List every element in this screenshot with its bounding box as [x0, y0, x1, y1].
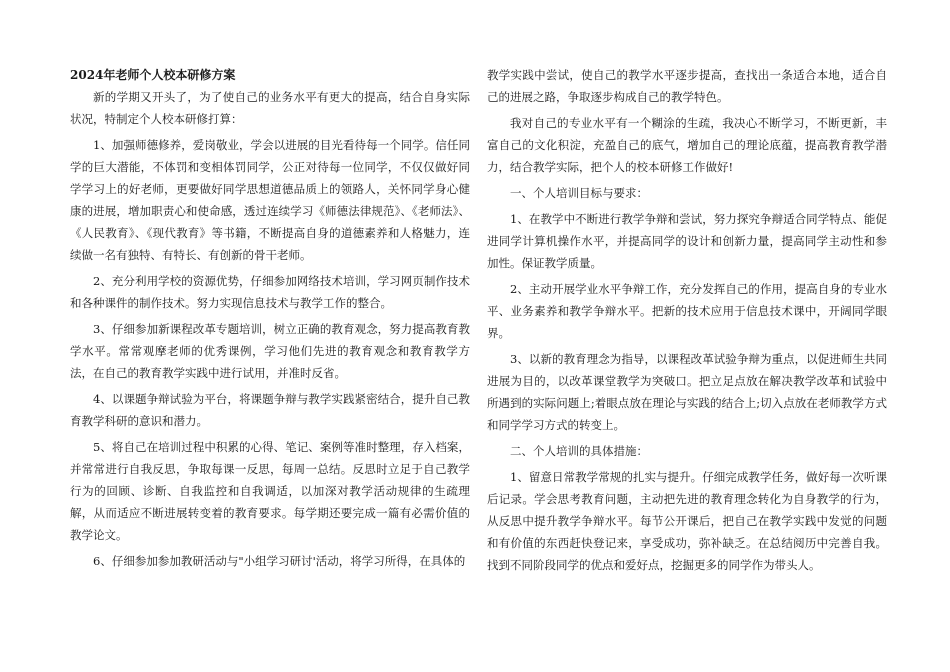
right-column — [487, 64, 887, 580]
paragraph-goal-2: 2、主动开展学业水平争辩工作，充分发挥自己的作用，提高自身的专业水平、业务素养和教学争辩水平。把新的技术应用于信息技术课中，开阔同学眼界。 — [487, 282, 887, 340]
paragraph-item-5: 5、将自己在培训过程中积累的心得、笔记、案例等准时整理，存入档案，并常常进行自我反思，争取每课一反思，每周一总结。反思时立足于自己教学行为的回顾、诊断、自我监控和自我调适，以加深对教学活动规律的生疏理解，从而适应不断进展转变着的教育要求。每学期还要完成一篇有必需价值的教学论文。 — [70, 440, 470, 542]
paragraph-intro: 新的学期又开头了，为了使自己的业务水平有更大的提高，结合自身实际状况，特制定个人校本研修打算： — [70, 90, 470, 126]
section-heading-goals: 一、个人培训目标与要求： — [510, 186, 648, 200]
paragraph-self-assessment: 我对自己的专业水平有一个糊涂的生疏，我决心不断学习，不断更新，丰富自己的文化积淀，充盈自己的底气，增加自己的理论底蕴，提高教育教学潜力，结合教学实际，把个人的校本研修工作做好! — [487, 116, 887, 174]
paragraph-item-3: 3、仔细参加新课程改革专题培训，树立正确的教育观念，努力提高教育教学水平。常常观摩老师的优秀课例，学习他们先进的教育观念和教育教学方法，在自己的教育教学实践中进行试用，并准时反省。 — [70, 322, 470, 380]
paragraph-item-4: 4、以课题争辩试验为平台，将课题争辩与教学实践紧密结合，提升自己教育教学科研的意识和潜力。 — [70, 392, 470, 428]
paragraph-item-1: 1、加强师德修养，爱岗敬业，学会以进展的目光看待每一个同学。信任同学的巨大潜能，不体罚和变相体罚同学，公正对待每一位同学，不仅仅做好同学学习上的好老师，更要做好同学思想道德品质上的领路人，关怀同学身心健康的进展，增加职责心和使命感，透过连续学习《师德法律规范》、《老师法》、《人民教育》、《现代教育》等书籍，不断提高自身的道德素养和人格魅力，连续做一名有独特、有特长、有创新的骨干老师。 — [70, 138, 470, 262]
section-heading-measures: 二、个人培训的具体措施： — [510, 444, 648, 458]
left-column — [70, 64, 470, 576]
paragraph-measure-1: 1、留意日常教学常规的扎实与提升。仔细完成教学任务，做好每一次听课后记录。学会思考教育问题，主动把先进的教育理念转化为自身教学的行为，从反思中提升教学争辩水平。每节公开课后，把自己在教学实践中发觉的问题和有价值的东西赶快登记来，享受成功，弥补缺乏。在总结阅历中完善自我。找到不同阶段同学的优点和爱好点，挖掘更多的同学作为带头人。 — [487, 470, 887, 572]
paragraph-goal-3: 3、以新的教育理念为指导，以课程改革试验争辩为重点，以促进师生共同进展为目的，以改革课堂教学为突破口。把立足点放在解决教学改革和试验中所遇到的实际问题上;着眼点放在理论与实践的结合上;切入点放在老师教学方式和同学学习方式的转变上。 — [487, 352, 887, 432]
paragraph-item-2: 2、充分利用学校的资源优势，仔细参加网络技术培训，学习网页制作技术和各种课件的制作技术。努力实现信息技术与教学工作的整合。 — [70, 274, 470, 310]
paragraph-item-6-continued: 教学实践中尝试，使自己的教学水平逐步提高，查找出一条适合本地，适合自己的进展之路，争取逐步构成自己的教学特色。 — [487, 68, 887, 104]
paragraph-item-6: 6、仔细参加参加教研活动与"小组学习研讨'活动，将学习所得，在具体的 — [93, 554, 466, 568]
paragraph-goal-1: 1、在教学中不断进行教学争辩和尝试，努力探究争辩适合同学特点、能促进同学计算机操作水平，并提高同学的设计和创新力量，提高同学主动性和参加性。保证教学质量。 — [487, 212, 887, 270]
document-title: 2024年老师个人校本研修方案 — [70, 68, 236, 82]
